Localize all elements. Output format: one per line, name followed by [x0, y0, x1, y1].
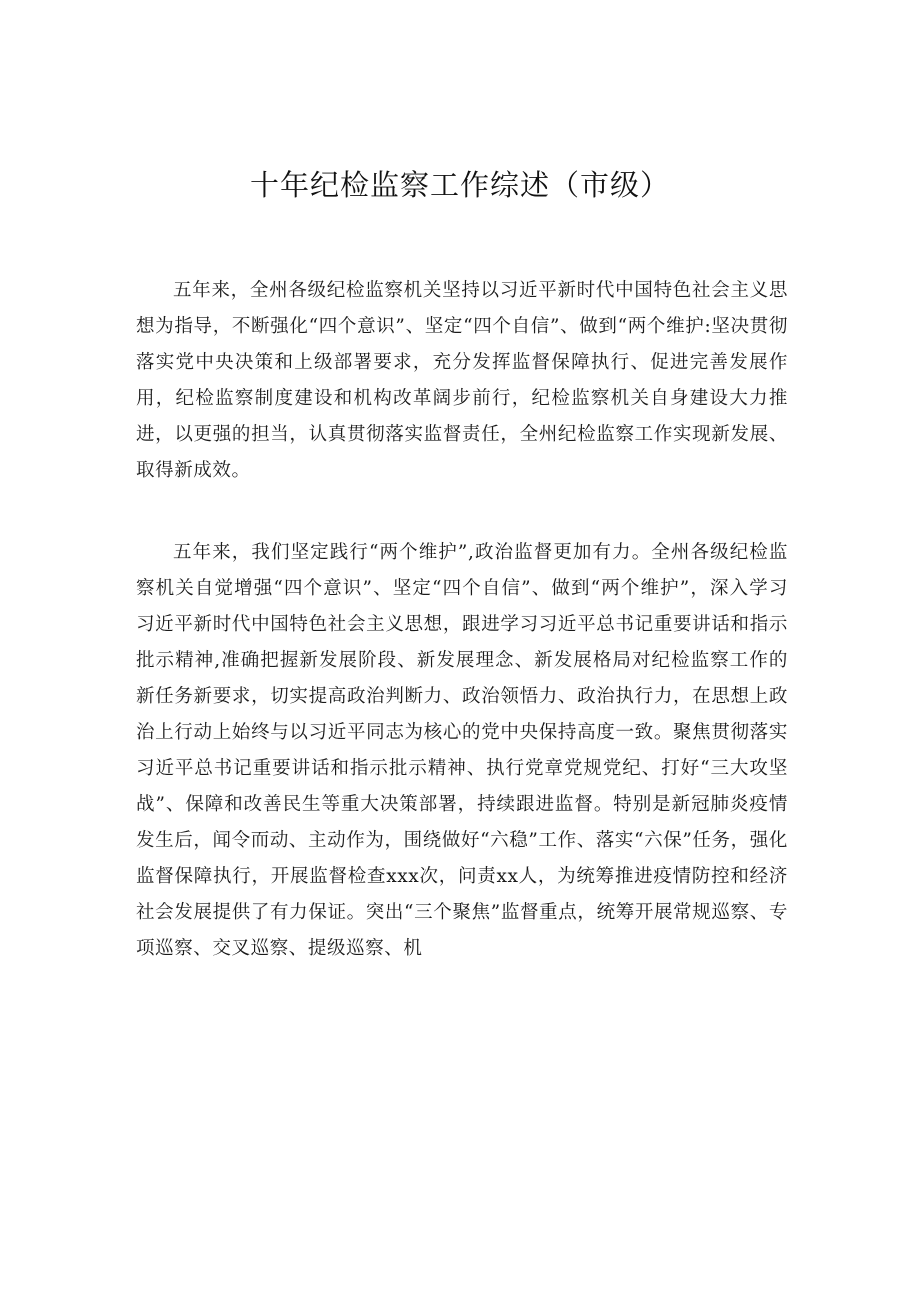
paragraph-2: 五年来，我们坚定践行“两个维护”,政治监督更加有力。全州各级纪检监察机关自觉增强“四个意识”、坚定“四个自信”、做到“两个维护”，深入学习习近平新时代中国特色社会主义思想，跟进学习习近平总书记重要讲话和指示批示精神,准确把握新发展阶段、新发展理念、新发展格局对纪检监察工作的新任务新要求，切实提高政治判断力、政治领悟力、政治执行力，在思想上政治上行动上始终与以习近平同志为核心的党中央保持高度一致。聚焦贯彻落实习近平总书记重要讲话和指示批示精神、执行党章党规党纪、打好“三大攻坚战”、保障和改善民生等重大决策部署，持续跟进监督。特别是新冠肺炎疫情发生后，闻令而动、主动作为，围绕做好“六稳”工作、落实“六保”任务，强化监督保障执行，开展监督检查xxx次，问责xx人，为统筹推进疫情防控和经济社会发展提供了有力保证。突出“三个聚焦”监督重点，统筹开展常规巡察、专项巡察、交叉巡察、提级巡察、机: [136, 542, 788, 959]
document-title: 十年纪检监察工作综述（市级）: [249, 168, 670, 202]
paragraph-1: 五年来，全州各级纪检监察机关坚持以习近平新时代中国特色社会主义思想为指导，不断强化“四个意识”、坚定“四个自信”、做到“两个维护:坚决贯彻落实党中央决策和上级部署要求，充分发挥监督保障执行、促进完善发展作用，纪检监察制度建设和机构改革阔步前行，纪检监察机关自身建设大力推进，以更强的担当，认真贯彻落实监督责任，全州纪检监察工作实现新发展、取得新成效。: [136, 280, 788, 481]
